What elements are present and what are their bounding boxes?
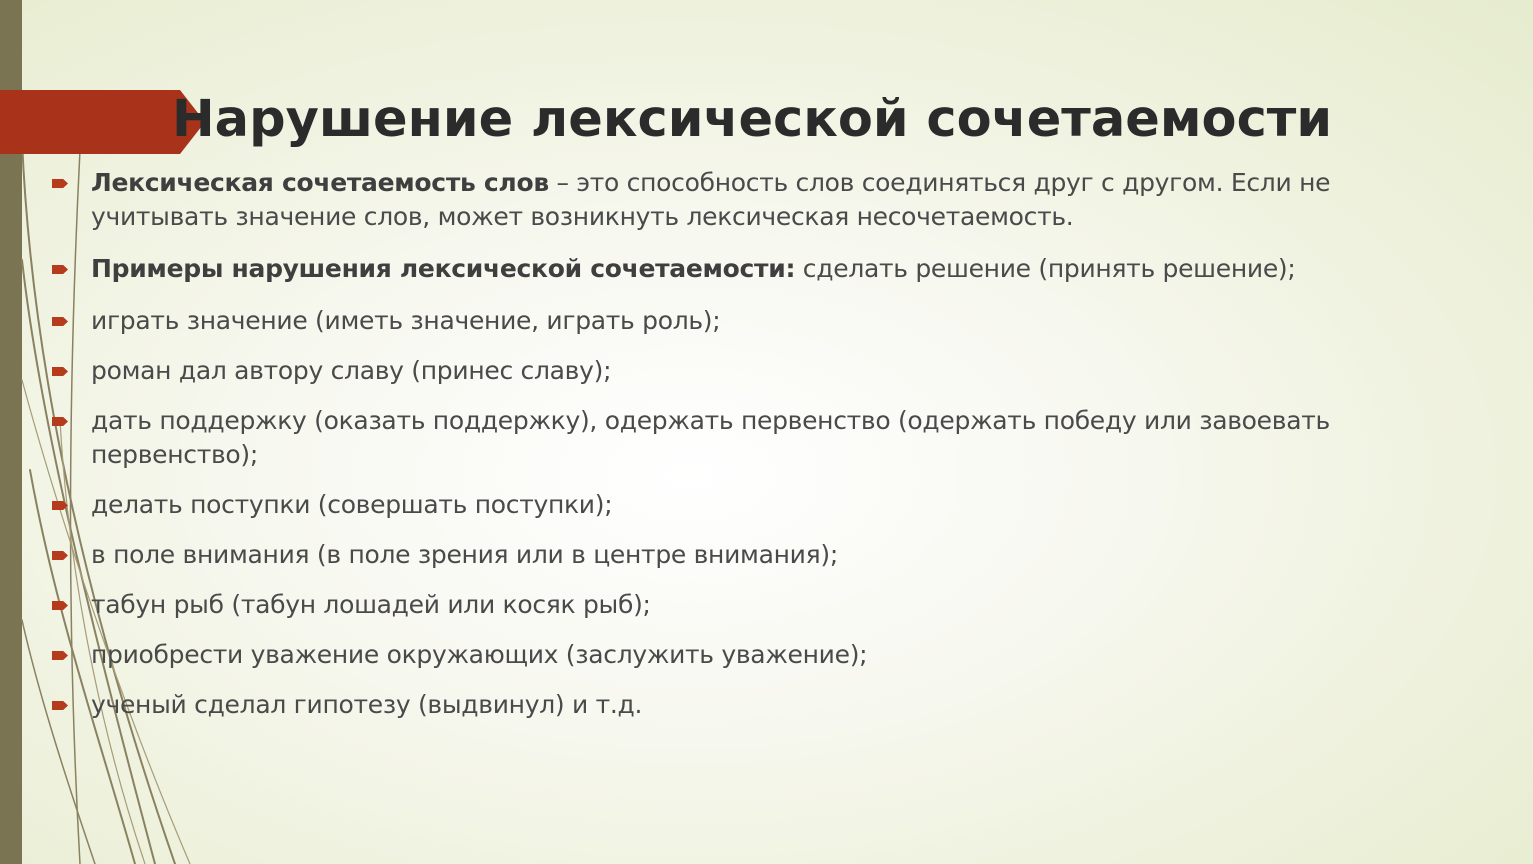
bullet-item [48,588,1468,622]
bullet-item [48,166,1468,234]
arrow-bullet-icon [52,367,68,376]
bullet-list [48,166,1468,722]
arrow-bullet-icon [52,601,68,610]
arrow-bullet-icon [52,265,68,274]
bullet-text: табун рыб (табун лошадей или косяк рыб); [91,590,651,619]
bullet-item [48,688,1468,722]
bullet-bold-term: Лексическая сочетаемость слов [91,168,549,197]
bullet-item [48,488,1468,522]
arrow-bullet-icon [52,651,68,660]
bullet-item [48,538,1468,572]
arrow-bullet-icon [52,179,68,188]
bullet-item [48,252,1468,286]
bullet-text: – это способность слов соединяться друг с другом. Если не учитывать значение слов, может возникнуть лексическая несочетаемость. [91,168,1331,231]
bullet-item [48,404,1468,472]
arrow-bullet-icon [52,701,68,710]
arrow-bullet-icon [52,501,68,510]
slide-title: Нарушение лексической сочетаемости [172,90,1333,149]
arrow-bullet-icon [52,317,68,326]
bullet-text: дать поддержку (оказать поддержку), одержать первенство (одержать победу или завоевать первенство); [91,406,1330,469]
bullet-item [48,304,1468,338]
bullet-item [48,354,1468,388]
bullet-text: роман дал автору славу (принес славу); [91,356,612,385]
bullet-text: приобрести уважение окружающих (заслужить уважение); [91,640,868,669]
bullet-text: ученый сделал гипотезу (выдвинул) и т.д. [91,690,643,719]
bullet-text: делать поступки (совершать поступки); [91,490,613,519]
bullet-item [48,638,1468,672]
bullet-text: сделать решение (принять решение); [795,254,1296,283]
bullet-text: играть значение (иметь значение, играть роль); [91,306,721,335]
arrow-bullet-icon [52,551,68,560]
bullet-bold-term: Примеры нарушения лексической сочетаемости: [91,254,796,283]
arrow-bullet-icon [52,417,68,426]
bullet-text: в поле внимания (в поле зрения или в центре внимания); [91,540,838,569]
